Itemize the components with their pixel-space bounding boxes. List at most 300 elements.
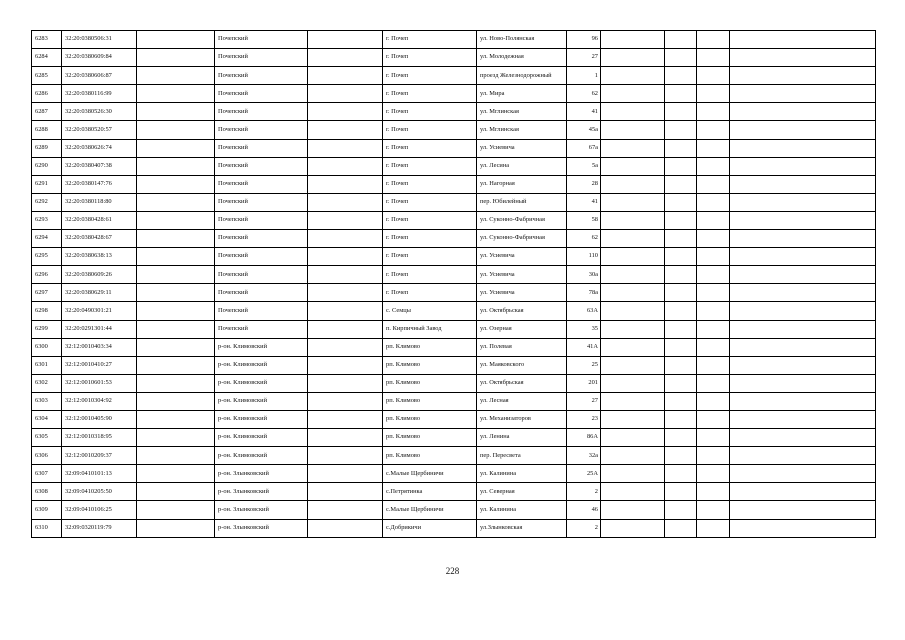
table-row: [32, 447, 876, 465]
row-number-cell: 6302: [32, 374, 62, 392]
empty-cell: [137, 519, 215, 537]
row-number-cell: 6289: [32, 139, 62, 157]
cadastral-number-cell: 32:20:0380506:31: [62, 31, 137, 49]
empty-cell: [601, 429, 665, 447]
row-number-cell: 6296: [32, 266, 62, 284]
table-row: [32, 211, 876, 229]
empty-cell: [308, 465, 383, 483]
table-row: [32, 392, 876, 410]
table-row: [32, 429, 876, 447]
empty-cell: [697, 483, 730, 501]
empty-cell: [137, 447, 215, 465]
empty-cell: [730, 103, 876, 121]
empty-cell: [730, 157, 876, 175]
street-cell: ул. Мглинская: [477, 121, 567, 139]
empty-cell: [665, 211, 697, 229]
street-cell: ул. Ленина: [477, 429, 567, 447]
empty-cell: [665, 320, 697, 338]
settlement-cell: г. Почеп: [383, 266, 477, 284]
settlement-cell: г. Почеп: [383, 121, 477, 139]
house-number-cell: 46: [567, 501, 601, 519]
empty-cell: [730, 501, 876, 519]
empty-cell: [730, 356, 876, 374]
empty-cell: [665, 519, 697, 537]
house-number-cell: 96: [567, 31, 601, 49]
cadastral-number-cell: 32:20:0380609:84: [62, 49, 137, 67]
cadastral-number-cell: 32:12:0010601:53: [62, 374, 137, 392]
row-number-cell: 6288: [32, 121, 62, 139]
street-cell: ул. Молодежная: [477, 49, 567, 67]
table-row: [32, 31, 876, 49]
district-cell: р-он. Климовский: [215, 429, 308, 447]
street-cell: ул. Усиевича: [477, 266, 567, 284]
settlement-cell: г. Почеп: [383, 85, 477, 103]
empty-cell: [137, 266, 215, 284]
empty-cell: [308, 211, 383, 229]
empty-cell: [308, 447, 383, 465]
empty-cell: [601, 483, 665, 501]
house-number-cell: 41А: [567, 338, 601, 356]
empty-cell: [137, 429, 215, 447]
empty-cell: [697, 211, 730, 229]
empty-cell: [601, 320, 665, 338]
empty-cell: [601, 157, 665, 175]
empty-cell: [137, 483, 215, 501]
empty-cell: [665, 374, 697, 392]
empty-cell: [730, 175, 876, 193]
cadastral-number-cell: 32:20:0380428:61: [62, 211, 137, 229]
empty-cell: [137, 356, 215, 374]
empty-cell: [730, 320, 876, 338]
house-number-cell: 62: [567, 85, 601, 103]
empty-cell: [697, 447, 730, 465]
empty-cell: [665, 248, 697, 266]
table-row: [32, 175, 876, 193]
settlement-cell: с.Малые Щербиничи: [383, 465, 477, 483]
empty-cell: [730, 338, 876, 356]
empty-cell: [308, 49, 383, 67]
row-number-cell: 6304: [32, 410, 62, 428]
empty-cell: [308, 356, 383, 374]
row-number-cell: 6294: [32, 230, 62, 248]
empty-cell: [665, 392, 697, 410]
district-cell: р-он. Злынковский: [215, 483, 308, 501]
settlement-cell: с.Малые Щербиничи: [383, 501, 477, 519]
empty-cell: [308, 139, 383, 157]
table-row: [32, 320, 876, 338]
empty-cell: [308, 374, 383, 392]
cadastral-number-cell: 32:12:0010403:34: [62, 338, 137, 356]
empty-cell: [137, 374, 215, 392]
empty-cell: [665, 85, 697, 103]
settlement-cell: г. Почеп: [383, 230, 477, 248]
street-cell: ул. Ново-Полянская: [477, 31, 567, 49]
settlement-cell: г. Почеп: [383, 49, 477, 67]
district-cell: Почепский: [215, 284, 308, 302]
table-row: [32, 266, 876, 284]
street-cell: ул. Суконно-Фабричная: [477, 211, 567, 229]
empty-cell: [697, 230, 730, 248]
empty-cell: [137, 501, 215, 519]
settlement-cell: г. Почеп: [383, 157, 477, 175]
cadastral-number-cell: 32:20:0380629:11: [62, 284, 137, 302]
empty-cell: [697, 374, 730, 392]
house-number-cell: 201: [567, 374, 601, 392]
row-number-cell: 6292: [32, 193, 62, 211]
empty-cell: [137, 103, 215, 121]
table-row: [32, 483, 876, 501]
empty-cell: [665, 266, 697, 284]
empty-cell: [665, 465, 697, 483]
house-number-cell: 28: [567, 175, 601, 193]
empty-cell: [665, 103, 697, 121]
empty-cell: [601, 230, 665, 248]
empty-cell: [730, 85, 876, 103]
table-row: [32, 284, 876, 302]
empty-cell: [697, 356, 730, 374]
settlement-cell: г. Почеп: [383, 31, 477, 49]
table-row: [32, 121, 876, 139]
district-cell: р-он. Климовский: [215, 410, 308, 428]
table-row: [32, 374, 876, 392]
table-row: [32, 67, 876, 85]
district-cell: Почепский: [215, 230, 308, 248]
empty-cell: [308, 103, 383, 121]
empty-cell: [308, 248, 383, 266]
empty-cell: [601, 465, 665, 483]
table-row: [32, 302, 876, 320]
empty-cell: [601, 374, 665, 392]
empty-cell: [137, 121, 215, 139]
table-row: [32, 157, 876, 175]
settlement-cell: г. Почеп: [383, 284, 477, 302]
empty-cell: [601, 49, 665, 67]
district-cell: Почепский: [215, 139, 308, 157]
street-cell: ул. Северная: [477, 483, 567, 501]
row-number-cell: 6307: [32, 465, 62, 483]
settlement-cell: п. Кирпичный Завод: [383, 320, 477, 338]
register-sheet: [31, 30, 875, 538]
empty-cell: [665, 410, 697, 428]
district-cell: р-он. Климовский: [215, 338, 308, 356]
empty-cell: [308, 410, 383, 428]
street-cell: ул.Злынковская: [477, 519, 567, 537]
settlement-cell: г. Почеп: [383, 193, 477, 211]
street-cell: ул. Лесина: [477, 157, 567, 175]
house-number-cell: 27: [567, 392, 601, 410]
cadastral-number-cell: 32:20:0490301:21: [62, 302, 137, 320]
empty-cell: [697, 175, 730, 193]
table-row: [32, 501, 876, 519]
empty-cell: [137, 392, 215, 410]
empty-cell: [308, 67, 383, 85]
table-row: [32, 465, 876, 483]
street-cell: ул. Усиевича: [477, 139, 567, 157]
cadastral-number-cell: 32:20:0380116:99: [62, 85, 137, 103]
district-cell: Почепский: [215, 157, 308, 175]
street-cell: ул. Усиевича: [477, 248, 567, 266]
empty-cell: [308, 392, 383, 410]
table-row: [32, 338, 876, 356]
row-number-cell: 6297: [32, 284, 62, 302]
district-cell: р-он. Злынковский: [215, 501, 308, 519]
settlement-cell: с.Петрятинка: [383, 483, 477, 501]
empty-cell: [665, 501, 697, 519]
row-number-cell: 6295: [32, 248, 62, 266]
street-cell: ул. Механизаторов: [477, 410, 567, 428]
empty-cell: [730, 447, 876, 465]
empty-cell: [730, 31, 876, 49]
empty-cell: [730, 302, 876, 320]
empty-cell: [601, 356, 665, 374]
empty-cell: [665, 49, 697, 67]
empty-cell: [730, 465, 876, 483]
row-number-cell: 6308: [32, 483, 62, 501]
table-row: [32, 230, 876, 248]
cadastral-number-cell: 32:20:0380606:87: [62, 67, 137, 85]
row-number-cell: 6300: [32, 338, 62, 356]
empty-cell: [308, 429, 383, 447]
district-cell: Почепский: [215, 31, 308, 49]
table-row: [32, 193, 876, 211]
street-cell: ул. Усиевича: [477, 284, 567, 302]
empty-cell: [697, 85, 730, 103]
row-number-cell: 6291: [32, 175, 62, 193]
empty-cell: [308, 85, 383, 103]
empty-cell: [137, 49, 215, 67]
empty-cell: [601, 519, 665, 537]
empty-cell: [730, 121, 876, 139]
street-cell: ул. Мира: [477, 85, 567, 103]
house-number-cell: 45а: [567, 121, 601, 139]
cadastral-number-cell: 32:12:0010209:37: [62, 447, 137, 465]
cadastral-number-cell: 32:20:0380520:57: [62, 121, 137, 139]
empty-cell: [665, 284, 697, 302]
district-cell: Почепский: [215, 85, 308, 103]
empty-cell: [697, 121, 730, 139]
empty-cell: [137, 465, 215, 483]
empty-cell: [308, 519, 383, 537]
house-number-cell: 2: [567, 483, 601, 501]
district-cell: р-он. Климовский: [215, 392, 308, 410]
table-row: [32, 410, 876, 428]
cadastral-number-cell: 32:12:0010318:95: [62, 429, 137, 447]
empty-cell: [697, 193, 730, 211]
empty-cell: [308, 193, 383, 211]
empty-cell: [601, 121, 665, 139]
empty-cell: [730, 284, 876, 302]
cadastral-number-cell: 32:20:0291301:44: [62, 320, 137, 338]
district-cell: р-он. Климовский: [215, 447, 308, 465]
house-number-cell: 23: [567, 410, 601, 428]
district-cell: Почепский: [215, 266, 308, 284]
empty-cell: [730, 193, 876, 211]
register-table: [31, 30, 876, 538]
street-cell: ул. Суконно-Фабричная: [477, 230, 567, 248]
district-cell: р-он. Злынковский: [215, 519, 308, 537]
street-cell: проезд Железнодорожный: [477, 67, 567, 85]
empty-cell: [665, 338, 697, 356]
table-row: [32, 356, 876, 374]
house-number-cell: 63А: [567, 302, 601, 320]
empty-cell: [665, 483, 697, 501]
row-number-cell: 6283: [32, 31, 62, 49]
empty-cell: [665, 429, 697, 447]
empty-cell: [697, 320, 730, 338]
settlement-cell: г. Почеп: [383, 175, 477, 193]
empty-cell: [730, 230, 876, 248]
empty-cell: [601, 501, 665, 519]
district-cell: р-он. Климовский: [215, 356, 308, 374]
empty-cell: [601, 67, 665, 85]
empty-cell: [730, 392, 876, 410]
house-number-cell: 62: [567, 230, 601, 248]
street-cell: пер. Пересвета: [477, 447, 567, 465]
district-cell: Почепский: [215, 175, 308, 193]
empty-cell: [308, 338, 383, 356]
empty-cell: [665, 356, 697, 374]
empty-cell: [697, 139, 730, 157]
settlement-cell: рп. Климово: [383, 447, 477, 465]
empty-cell: [665, 157, 697, 175]
district-cell: Почепский: [215, 67, 308, 85]
empty-cell: [137, 211, 215, 229]
row-number-cell: 6305: [32, 429, 62, 447]
empty-cell: [601, 193, 665, 211]
register-rows: [32, 31, 876, 538]
empty-cell: [697, 284, 730, 302]
empty-cell: [697, 49, 730, 67]
empty-cell: [601, 139, 665, 157]
house-number-cell: 32а: [567, 447, 601, 465]
empty-cell: [665, 175, 697, 193]
empty-cell: [308, 266, 383, 284]
empty-cell: [665, 193, 697, 211]
empty-cell: [601, 284, 665, 302]
house-number-cell: 27: [567, 49, 601, 67]
street-cell: пер. Юбилейный: [477, 193, 567, 211]
empty-cell: [665, 230, 697, 248]
cadastral-number-cell: 32:09:0320119:79: [62, 519, 137, 537]
empty-cell: [665, 121, 697, 139]
empty-cell: [601, 31, 665, 49]
empty-cell: [601, 410, 665, 428]
empty-cell: [308, 157, 383, 175]
row-number-cell: 6287: [32, 103, 62, 121]
empty-cell: [137, 248, 215, 266]
row-number-cell: 6303: [32, 392, 62, 410]
house-number-cell: 110: [567, 248, 601, 266]
empty-cell: [665, 447, 697, 465]
empty-cell: [601, 302, 665, 320]
empty-cell: [137, 193, 215, 211]
row-number-cell: 6293: [32, 211, 62, 229]
row-number-cell: 6301: [32, 356, 62, 374]
empty-cell: [601, 392, 665, 410]
table-row: [32, 49, 876, 67]
empty-cell: [601, 447, 665, 465]
empty-cell: [308, 230, 383, 248]
house-number-cell: 25А: [567, 465, 601, 483]
empty-cell: [697, 392, 730, 410]
cadastral-number-cell: 32:20:0380526:30: [62, 103, 137, 121]
empty-cell: [308, 121, 383, 139]
settlement-cell: рп. Климово: [383, 410, 477, 428]
street-cell: ул. Маяковского: [477, 356, 567, 374]
empty-cell: [308, 175, 383, 193]
table-row: [32, 103, 876, 121]
cadastral-number-cell: 32:09:0410205:50: [62, 483, 137, 501]
empty-cell: [697, 157, 730, 175]
empty-cell: [697, 248, 730, 266]
empty-cell: [601, 248, 665, 266]
empty-cell: [697, 410, 730, 428]
empty-cell: [601, 211, 665, 229]
district-cell: Почепский: [215, 320, 308, 338]
cadastral-number-cell: 32:20:0380626:74: [62, 139, 137, 157]
empty-cell: [137, 320, 215, 338]
district-cell: Почепский: [215, 302, 308, 320]
page-number: 228: [445, 566, 460, 576]
row-number-cell: 6306: [32, 447, 62, 465]
empty-cell: [308, 302, 383, 320]
street-cell: ул. Озерная: [477, 320, 567, 338]
empty-cell: [697, 429, 730, 447]
cadastral-number-cell: 32:20:0380428:67: [62, 230, 137, 248]
table-row: [32, 139, 876, 157]
settlement-cell: г. Почеп: [383, 67, 477, 85]
empty-cell: [697, 266, 730, 284]
empty-cell: [730, 67, 876, 85]
district-cell: Почепский: [215, 193, 308, 211]
district-cell: Почепский: [215, 121, 308, 139]
house-number-cell: 1: [567, 67, 601, 85]
cadastral-number-cell: 32:20:0380118:80: [62, 193, 137, 211]
empty-cell: [601, 103, 665, 121]
settlement-cell: рп. Климово: [383, 356, 477, 374]
empty-cell: [730, 483, 876, 501]
row-number-cell: 6290: [32, 157, 62, 175]
empty-cell: [137, 175, 215, 193]
table-row: [32, 248, 876, 266]
cadastral-number-cell: 32:12:0010410:27: [62, 356, 137, 374]
district-cell: Почепский: [215, 211, 308, 229]
row-number-cell: 6285: [32, 67, 62, 85]
settlement-cell: г. Почеп: [383, 211, 477, 229]
empty-cell: [601, 338, 665, 356]
house-number-cell: 35: [567, 320, 601, 338]
settlement-cell: с.Добрикичи: [383, 519, 477, 537]
empty-cell: [137, 31, 215, 49]
empty-cell: [308, 320, 383, 338]
empty-cell: [697, 338, 730, 356]
empty-cell: [665, 31, 697, 49]
empty-cell: [308, 284, 383, 302]
district-cell: Почепский: [215, 49, 308, 67]
empty-cell: [601, 175, 665, 193]
house-number-cell: 86А: [567, 429, 601, 447]
empty-cell: [665, 302, 697, 320]
row-number-cell: 6284: [32, 49, 62, 67]
street-cell: ул. Калинина: [477, 465, 567, 483]
house-number-cell: 5а: [567, 157, 601, 175]
cadastral-number-cell: 32:20:0380638:13: [62, 248, 137, 266]
cadastral-number-cell: 32:20:0380407:38: [62, 157, 137, 175]
row-number-cell: 6298: [32, 302, 62, 320]
settlement-cell: с. Семцы: [383, 302, 477, 320]
empty-cell: [137, 157, 215, 175]
street-cell: ул. Нагорная: [477, 175, 567, 193]
